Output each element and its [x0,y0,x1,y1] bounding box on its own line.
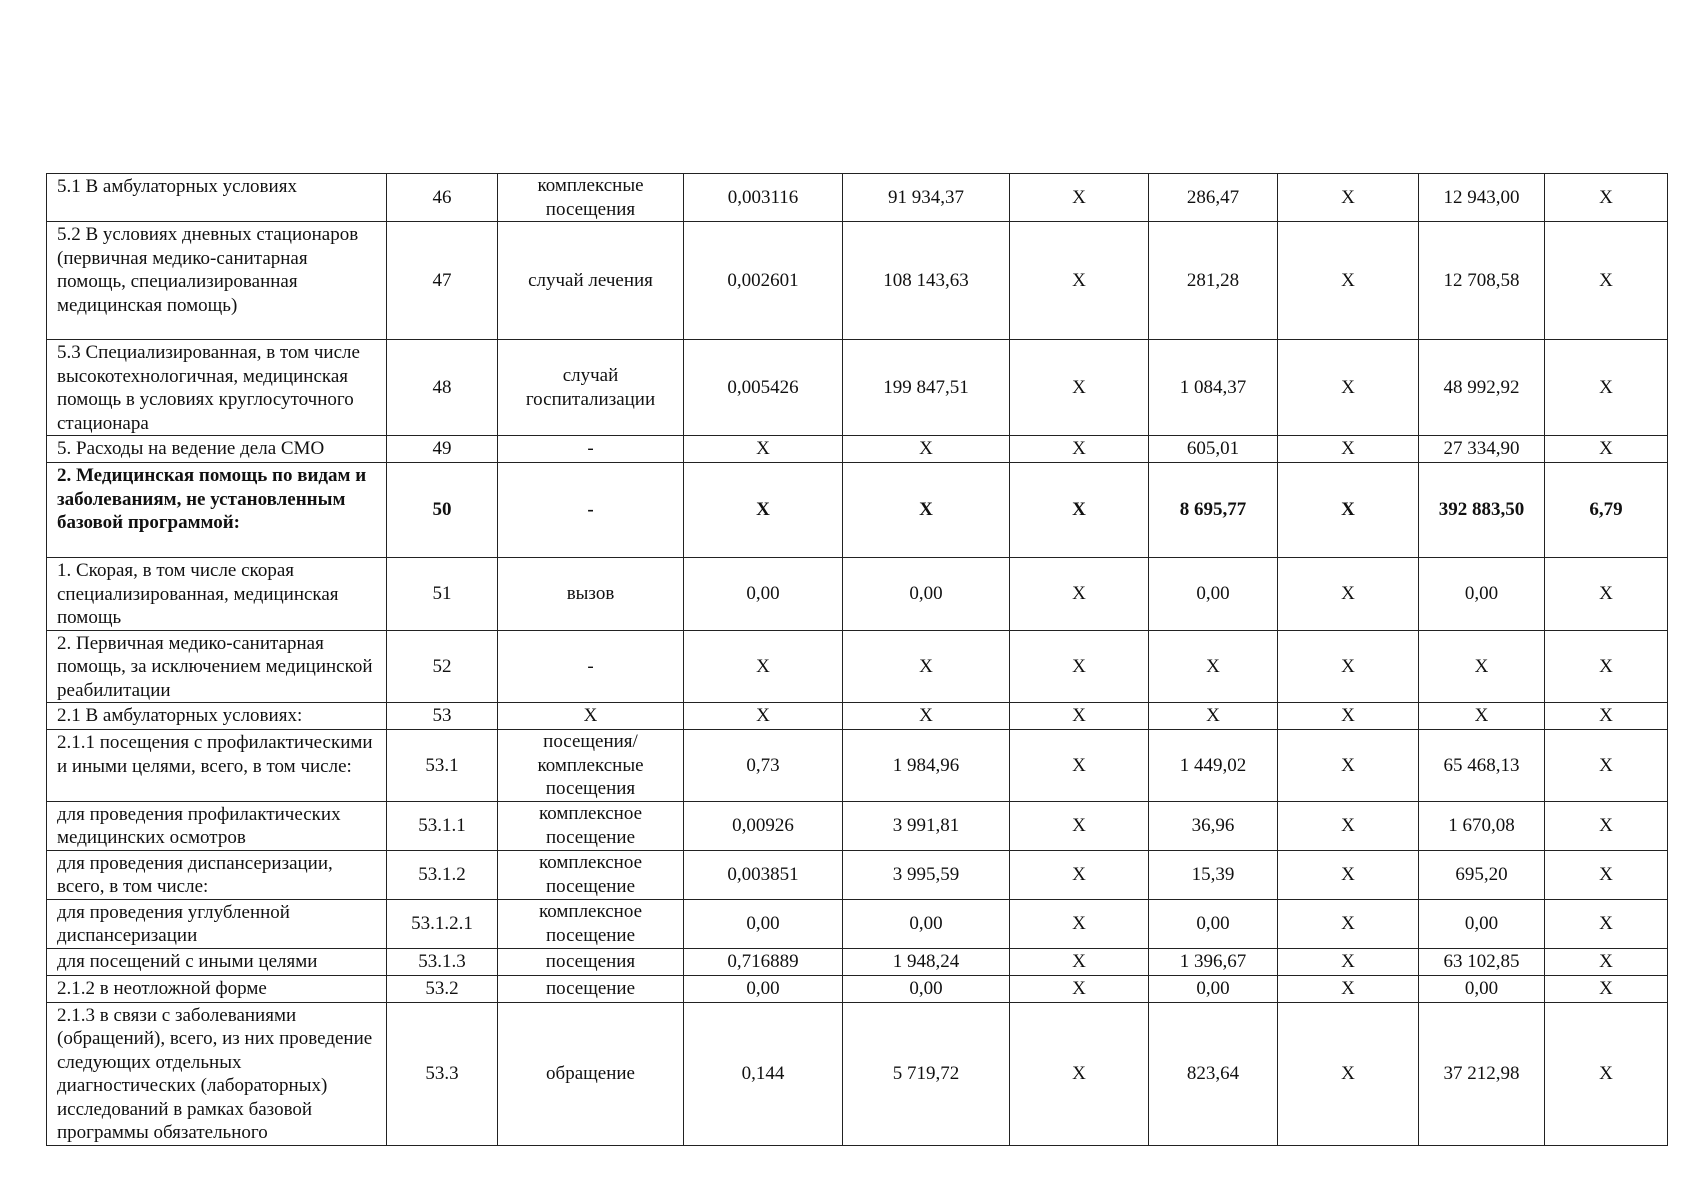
row-name-cell: 5.2 В условиях дневных стационаров (первичная медико-санитарная помощь, специализированная медицинская помощь) [47,222,387,340]
table-row [47,801,1668,850]
cost-oms-cell: 36,96 [1149,801,1278,850]
unit-cost-cell: 108 143,63 [843,222,1010,340]
unit-cell: посещения/комплексные посещения [498,730,684,802]
total-oms-cell: 65 468,13 [1419,730,1545,802]
row-number-cell: 46 [387,174,498,222]
total-budget-cell: Х [1278,948,1419,975]
cost-budget-cell: Х [1010,222,1149,340]
share-cell: Х [1545,436,1668,463]
total-oms-cell: 12 708,58 [1419,222,1545,340]
table-row [47,850,1668,899]
table-row [47,703,1668,730]
volume-cell: 0,00 [684,975,843,1002]
cost-budget-cell: Х [1010,899,1149,948]
unit-cost-cell: Х [843,436,1010,463]
unit-cell: комплексное посещение [498,850,684,899]
row-name-cell: для проведения диспансеризации, всего, в том числе: [47,850,387,899]
cost-budget-cell: Х [1010,948,1149,975]
unit-cost-cell: 3 991,81 [843,801,1010,850]
total-oms-cell: 48 992,92 [1419,340,1545,436]
cost-oms-cell: 0,00 [1149,899,1278,948]
unit-cell: комплексные посещения [498,174,684,222]
cost-oms-cell: 8 695,77 [1149,463,1278,558]
row-number-cell: 53.1.1 [387,801,498,850]
volume-cell: Х [684,703,843,730]
cost-oms-cell: 0,00 [1149,558,1278,631]
unit-cost-cell: Х [843,703,1010,730]
total-oms-cell: 37 212,98 [1419,1002,1545,1145]
total-oms-cell: 27 334,90 [1419,436,1545,463]
volume-cell: 0,003116 [684,174,843,222]
table-body [47,174,1668,1146]
row-number-cell: 53.1.2.1 [387,899,498,948]
table-row [47,948,1668,975]
table-row [47,730,1668,802]
cost-oms-cell: 1 396,67 [1149,948,1278,975]
share-cell: Х [1545,703,1668,730]
volume-cell: 0,73 [684,730,843,802]
cost-oms-cell: 0,00 [1149,975,1278,1002]
cost-oms-cell: 605,01 [1149,436,1278,463]
share-cell: 6,79 [1545,463,1668,558]
row-name-cell: 2. Медицинская помощь по видам и заболеваниям, не установленным базовой программой: [47,463,387,558]
unit-cell: - [498,463,684,558]
cost-oms-cell: 281,28 [1149,222,1278,340]
cost-budget-cell: Х [1010,630,1149,703]
table-row [47,558,1668,631]
share-cell: Х [1545,899,1668,948]
total-budget-cell: Х [1278,801,1419,850]
total-oms-cell: 392 883,50 [1419,463,1545,558]
cost-budget-cell: Х [1010,558,1149,631]
cost-oms-cell: 286,47 [1149,174,1278,222]
unit-cell: комплексное посещение [498,899,684,948]
total-budget-cell: Х [1278,730,1419,802]
unit-cost-cell: 199 847,51 [843,340,1010,436]
cost-oms-cell: 15,39 [1149,850,1278,899]
row-name-cell: для проведения профилактических медицинских осмотров [47,801,387,850]
row-number-cell: 53.2 [387,975,498,1002]
financing-table [46,173,1668,1146]
row-number-cell: 53.3 [387,1002,498,1145]
row-name-cell: 2.1.3 в связи с заболеваниями (обращений), всего, из них проведение следующих отдельных диагностических (лабораторных) исследований в рамках базовой программы обязательного [47,1002,387,1145]
unit-cost-cell: 0,00 [843,899,1010,948]
row-name-cell: 1. Скорая, в том числе скорая специализированная, медицинская помощь [47,558,387,631]
unit-cost-cell: 5 719,72 [843,1002,1010,1145]
unit-cost-cell: Х [843,463,1010,558]
unit-cell: комплексное посещение [498,801,684,850]
row-name-cell: 2. Первичная медико-санитарная помощь, за исключением медицинской реабилитации [47,630,387,703]
volume-cell: 0,00926 [684,801,843,850]
volume-cell: 0,002601 [684,222,843,340]
table-row [47,174,1668,222]
row-number-cell: 49 [387,436,498,463]
total-oms-cell: 695,20 [1419,850,1545,899]
cost-budget-cell: Х [1010,730,1149,802]
total-oms-cell: 1 670,08 [1419,801,1545,850]
row-name-cell: 2.1.2 в неотложной форме [47,975,387,1002]
unit-cell: случай лечения [498,222,684,340]
row-name-cell: 5.3 Специализированная, в том числе высокотехнологичная, медицинская помощь в условиях круглосуточного стационара [47,340,387,436]
share-cell: Х [1545,222,1668,340]
cost-oms-cell: 1 084,37 [1149,340,1278,436]
share-cell: Х [1545,801,1668,850]
row-number-cell: 47 [387,222,498,340]
unit-cell: вызов [498,558,684,631]
cost-budget-cell: Х [1010,463,1149,558]
cost-budget-cell: Х [1010,174,1149,222]
row-number-cell: 51 [387,558,498,631]
cost-budget-cell: Х [1010,340,1149,436]
total-budget-cell: Х [1278,850,1419,899]
cost-oms-cell: 1 449,02 [1149,730,1278,802]
total-budget-cell: Х [1278,340,1419,436]
unit-cost-cell: Х [843,630,1010,703]
unit-cell: - [498,630,684,703]
unit-cell: Х [498,703,684,730]
cost-budget-cell: Х [1010,975,1149,1002]
unit-cell: - [498,436,684,463]
cost-budget-cell: Х [1010,703,1149,730]
share-cell: Х [1545,340,1668,436]
table-row [47,436,1668,463]
table-row [47,630,1668,703]
total-budget-cell: Х [1278,975,1419,1002]
volume-cell: 0,716889 [684,948,843,975]
row-name-cell: 2.1 В амбулаторных условиях: [47,703,387,730]
total-budget-cell: Х [1278,558,1419,631]
total-budget-cell: Х [1278,436,1419,463]
row-number-cell: 48 [387,340,498,436]
table-row [47,1002,1668,1145]
total-budget-cell: Х [1278,174,1419,222]
volume-cell: 0,005426 [684,340,843,436]
unit-cost-cell: 3 995,59 [843,850,1010,899]
unit-cost-cell: 1 984,96 [843,730,1010,802]
cost-budget-cell: Х [1010,801,1149,850]
table-row [47,899,1668,948]
row-name-cell: для посещений с иными целями [47,948,387,975]
volume-cell: 0,003851 [684,850,843,899]
unit-cell: обращение [498,1002,684,1145]
share-cell: Х [1545,174,1668,222]
row-number-cell: 53.1.2 [387,850,498,899]
cost-oms-cell: Х [1149,703,1278,730]
unit-cell: посещения [498,948,684,975]
total-budget-cell: Х [1278,630,1419,703]
total-budget-cell: Х [1278,1002,1419,1145]
volume-cell: Х [684,436,843,463]
unit-cost-cell: 91 934,37 [843,174,1010,222]
share-cell: Х [1545,1002,1668,1145]
unit-cost-cell: 0,00 [843,558,1010,631]
total-budget-cell: Х [1278,899,1419,948]
row-number-cell: 52 [387,630,498,703]
total-oms-cell: 0,00 [1419,975,1545,1002]
unit-cell: посещение [498,975,684,1002]
share-cell: Х [1545,948,1668,975]
row-number-cell: 50 [387,463,498,558]
cost-budget-cell: Х [1010,436,1149,463]
volume-cell: Х [684,463,843,558]
row-number-cell: 53 [387,703,498,730]
cost-oms-cell: Х [1149,630,1278,703]
share-cell: Х [1545,975,1668,1002]
table-row [47,222,1668,340]
row-name-cell: для проведения углубленной диспансеризации [47,899,387,948]
share-cell: Х [1545,730,1668,802]
total-oms-cell: 63 102,85 [1419,948,1545,975]
total-budget-cell: Х [1278,222,1419,340]
row-name-cell: 5. Расходы на ведение дела СМО [47,436,387,463]
unit-cost-cell: 0,00 [843,975,1010,1002]
total-oms-cell: 12 943,00 [1419,174,1545,222]
total-oms-cell: 0,00 [1419,899,1545,948]
table-row [47,975,1668,1002]
total-oms-cell: Х [1419,630,1545,703]
row-number-cell: 53.1 [387,730,498,802]
share-cell: Х [1545,850,1668,899]
share-cell: Х [1545,630,1668,703]
table-row [47,340,1668,436]
total-oms-cell: 0,00 [1419,558,1545,631]
unit-cell: случай госпитализации [498,340,684,436]
cost-budget-cell: Х [1010,850,1149,899]
volume-cell: Х [684,630,843,703]
volume-cell: 0,144 [684,1002,843,1145]
row-number-cell: 53.1.3 [387,948,498,975]
volume-cell: 0,00 [684,899,843,948]
cost-budget-cell: Х [1010,1002,1149,1145]
volume-cell: 0,00 [684,558,843,631]
unit-cost-cell: 1 948,24 [843,948,1010,975]
row-name-cell: 5.1 В амбулаторных условиях [47,174,387,222]
total-oms-cell: Х [1419,703,1545,730]
cost-oms-cell: 823,64 [1149,1002,1278,1145]
table-row [47,463,1668,558]
total-budget-cell: Х [1278,703,1419,730]
total-budget-cell: Х [1278,463,1419,558]
row-name-cell: 2.1.1 посещения с профилактическими и иными целями, всего, в том числе: [47,730,387,802]
share-cell: Х [1545,558,1668,631]
